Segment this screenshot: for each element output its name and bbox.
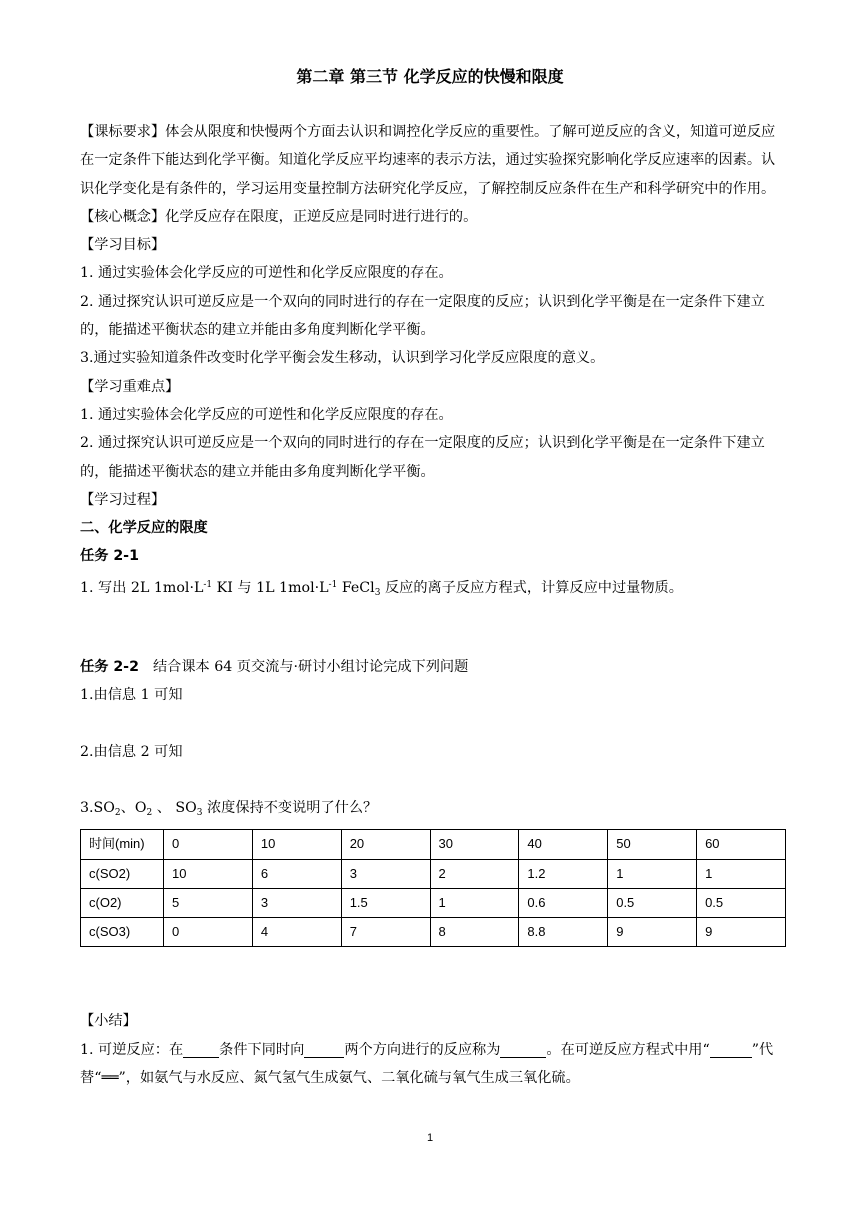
table-row [81,918,786,947]
table-cell: 5 [164,888,253,917]
q-sup-1: -1 [203,579,213,590]
table-cell: 0.5 [697,888,786,917]
section-heading: 二、化学反应的限度 [80,520,208,537]
table-cell: 10 [164,859,253,888]
objective-3: 3.通过实验知道条件改变时化学平衡会发生移动，认识到学习化学反应限度的意义。 [80,350,605,367]
table-row [81,888,786,917]
page-title: 第二章 第三节 化学反应的快慢和限度 [296,67,564,86]
concentration-table [80,829,786,947]
task-2-1-question [80,571,780,607]
table-cell: 7 [341,918,430,947]
table-header-cell: 0 [164,830,253,859]
q3-sub-2: 2 [146,807,153,818]
table-header-cell: 20 [341,830,430,859]
table-cell: 9 [697,918,786,947]
task-2-1-label: 任务 2-1 [80,548,139,565]
table-header-cell: 时间(min) [81,830,164,859]
info-1: 1.由信息 1 可知 [80,687,183,704]
process-heading: 【学习过程】 [80,491,166,508]
q3-a: 3.SO [80,799,115,816]
info-2: 2.由信息 2 可知 [80,743,183,760]
key-point-2: 2. 通过探究认识可逆反应是一个双向的同时进行的存在一定限度的反应；认识到化学平衡是在一定条件下建立的，能描述平衡状态的建立并能由多角度判断化学平衡。 [80,435,765,480]
table-cell: c(SO2) [81,859,164,888]
q3-sub-1: 2 [114,807,121,818]
answer-space [80,766,780,794]
summary-b: 条件下同时向 [219,1041,305,1058]
q-text-b: KI 与 1L 1mol·L [212,579,329,596]
q3-c: 、 SO [152,799,197,816]
key-point-1: 1. 通过实验体会化学反应的可逆性和化学反应限度的存在。 [80,406,453,423]
q3-sub-3: 3 [196,807,203,818]
table-cell: 6 [252,859,341,888]
q-text-a: 1. 写出 2L 1mol·L [80,579,204,596]
q3-d: 浓度保持不变说明了什么？ [202,799,378,816]
task-2-2-text: 结合课本 64 页交流与·研讨小组讨论完成下列问题 [152,659,469,676]
table-row [81,859,786,888]
q3-b: 、O [120,799,147,816]
summary-heading: 【小结】 [80,1013,137,1030]
summary-a: 1. 可逆反应：在 [80,1041,184,1058]
table-header-row [81,830,786,859]
table-cell: 1 [608,859,697,888]
q-sup-2: -1 [328,579,338,590]
q-text-d: 反应的离子反应方程式，计算反应中过量物质。 [380,579,683,596]
answer-space [80,607,780,653]
table-cell: 3 [252,888,341,917]
table-cell: 8 [430,918,519,947]
table-header-cell: 10 [252,830,341,859]
fill-blank[interactable] [183,1041,219,1058]
table-cell: 0 [164,918,253,947]
task-2-2-label: 任务 2-2 [80,659,139,676]
objective-2: 2. 通过探究认识可逆反应是一个双向的同时进行的存在一定限度的反应；认识到化学平衡是在一定条件下建立的，能描述平衡状态的建立并能由多角度判断化学平衡。 [80,293,765,339]
table-cell: 1.5 [341,888,430,917]
key-points-heading: 【学习重难点】 [80,378,180,395]
spacer [80,947,780,1007]
table-header-cell: 40 [519,830,608,859]
table-cell: 1.2 [519,859,608,888]
answer-space [80,710,780,738]
document-body [80,118,780,1092]
table-cell: 8.8 [519,918,608,947]
q-sub-3: 3 [374,587,381,598]
q-text-c: FeCl [337,579,375,596]
summary-d: 。在可逆反应方程式中用 [546,1041,703,1058]
table-cell: 4 [252,918,341,947]
table-header-cell: 30 [430,830,519,859]
summary-c: 两个方向进行的反应称为 [344,1041,501,1058]
core-concept: 【核心概念】化学反应存在限度，正逆反应是同时进行进行的。 [80,208,478,225]
table-cell: 0.5 [608,888,697,917]
table-cell: 3 [341,859,430,888]
table-cell: c(SO3) [81,918,164,947]
table-cell: 9 [608,918,697,947]
fill-blank[interactable] [710,1041,752,1058]
summary-line [80,1036,780,1093]
table-cell: c(O2) [81,888,164,917]
objective-1: 1. 通过实验体会化学反应的可逆性和化学反应限度的存在。 [80,265,453,282]
table-header-cell: 60 [697,830,786,859]
objectives-heading: 【学习目标】 [80,237,166,254]
fill-blank[interactable] [304,1041,344,1058]
page-number: 1 [426,1132,434,1144]
summary-f: ”代替“══”，如氨气与水反应、氮气氢气生成氨气、二氧化硫与氧气生成三氧化硫。 [80,1041,774,1087]
table-cell: 1 [430,888,519,917]
fill-blank[interactable] [500,1041,546,1058]
table-cell: 0.6 [519,888,608,917]
question-3 [80,794,780,827]
task-2-2-line [80,653,780,681]
table-cell: 2 [430,859,519,888]
table-header-cell: 50 [608,830,697,859]
standards-paragraph: 【课标要求】体会从限度和快慢两个方面去认识和调控化学反应的重要性。了解可逆反应的含义，知道可逆反应在一定条件下能达到化学平衡。知道化学反应平均速率的表示方法，通过实验探究影响化学反应速率的因素。认识化学变化是有条件的，学习运用变量控制方法研究化学反应，了解控制反应条件在生产和科学研究中的作用。 [80,124,776,197]
table-cell: 1 [697,859,786,888]
summary-e: “ [702,1041,710,1058]
